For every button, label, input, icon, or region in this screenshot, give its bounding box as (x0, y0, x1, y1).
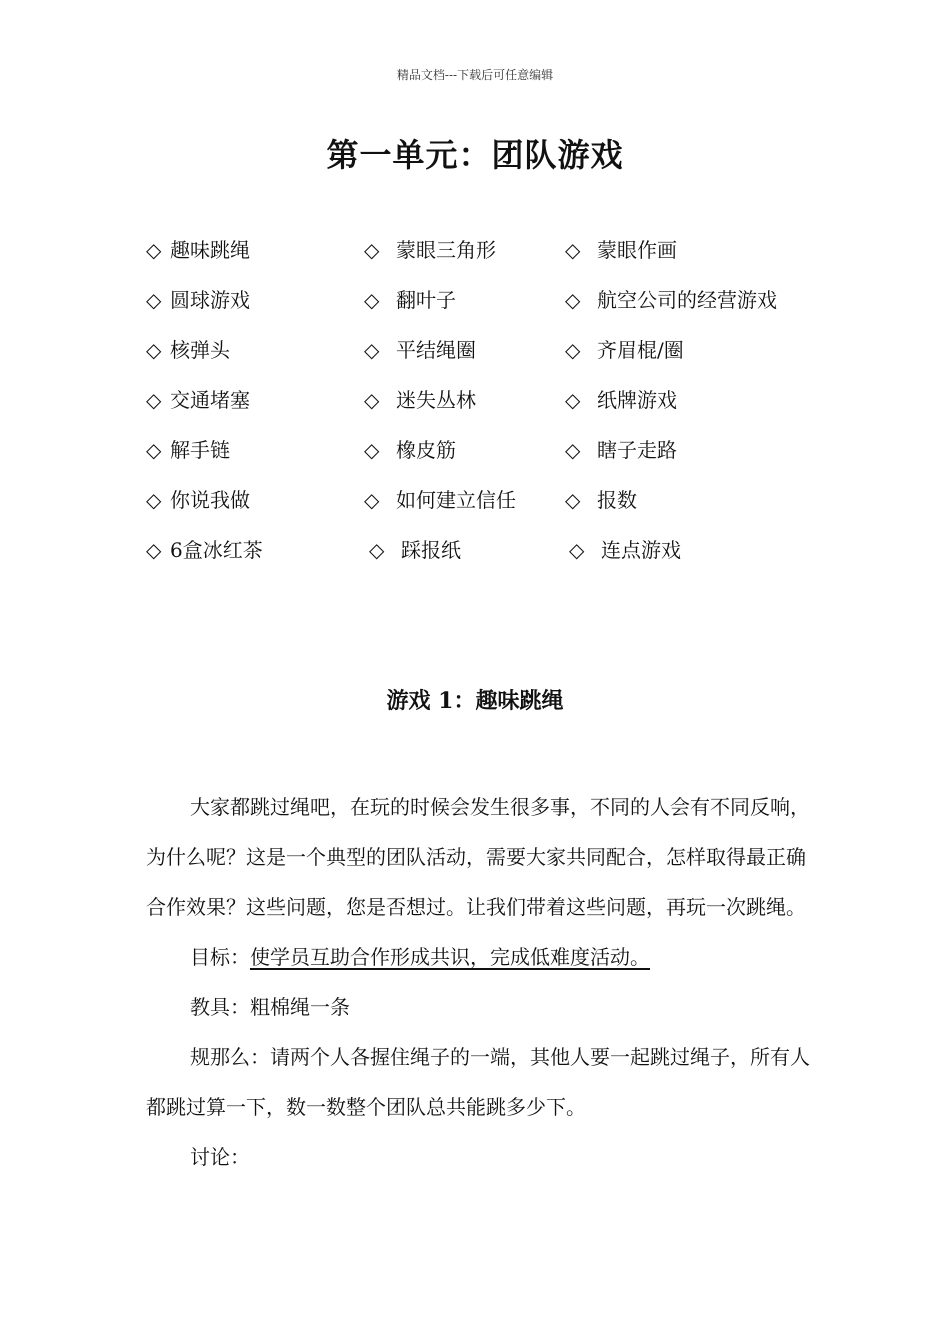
diamond-bullet-icon: ◇ (565, 338, 581, 362)
diamond-bullet-icon: ◇ (565, 488, 581, 512)
game-name: 翻叶子 (396, 288, 456, 312)
game-list-item (364, 434, 456, 463)
diamond-bullet-icon: ◇ (565, 288, 581, 312)
game-list-item (569, 534, 681, 563)
page-title: 第一单元：团队游戏 (326, 136, 624, 174)
game-list (146, 230, 846, 580)
game-name: 迷失丛林 (396, 388, 476, 412)
game-name: 踩报纸 (401, 538, 461, 562)
diamond-bullet-icon: ◇ (364, 288, 380, 312)
game-list-item (364, 234, 496, 263)
goal-label: 目标： (190, 945, 250, 969)
game-name: 蒙眼三角形 (396, 238, 496, 262)
diamond-bullet-icon: ◇ (364, 438, 380, 462)
game-list-row (146, 280, 846, 330)
game-name: 解手链 (170, 438, 230, 462)
game-list-row (146, 480, 846, 530)
discussion-label: 讨论： (190, 1145, 250, 1169)
diamond-bullet-icon: ◇ (565, 388, 581, 412)
game-name: 报数 (597, 488, 637, 512)
game-list-row (146, 430, 846, 480)
game-name: 6盒冰红茶 (170, 538, 263, 562)
section-title: 游戏 1：趣味跳绳 (386, 688, 564, 714)
game-name: 交通堵塞 (170, 388, 250, 412)
game-name: 航空公司的经营游戏 (597, 288, 777, 312)
game-list-item (364, 484, 516, 513)
diamond-bullet-icon: ◇ (364, 238, 380, 262)
game-list-item (565, 234, 677, 263)
game-list-item (146, 484, 250, 513)
rules-paragraph: 规那么：请两个人各握住绳子的一端，其他人要一起跳过绳子，所有人都跳过算一下，数一数整个团队总共能跳多少下。 (146, 1045, 810, 1119)
game-list-item (146, 434, 230, 463)
game-list-item (146, 234, 250, 263)
game-name: 纸牌游戏 (597, 388, 677, 412)
game-list-item (364, 284, 456, 313)
goal-text: 使学员互助合作形成共识，完成低难度活动。 (250, 945, 650, 969)
diamond-bullet-icon: ◇ (364, 488, 380, 512)
game-list-item (146, 284, 250, 313)
diamond-bullet-icon: ◇ (569, 538, 585, 562)
section-body (146, 782, 824, 1182)
diamond-bullet-icon: ◇ (364, 338, 380, 362)
game-name: 橡皮筋 (396, 438, 456, 462)
game-name: 如何建立信任 (396, 488, 516, 512)
game-list-row (146, 230, 846, 280)
header-note: 精品文档---下载后可任意编辑 (396, 68, 554, 82)
game-list-item (565, 284, 777, 313)
game-name: 圆球游戏 (170, 288, 250, 312)
diamond-bullet-icon: ◇ (146, 388, 162, 412)
game-list-item (146, 334, 230, 363)
game-list-row (146, 380, 846, 430)
game-list-item (565, 334, 684, 363)
game-list-item (364, 334, 476, 363)
game-list-item (565, 484, 637, 513)
diamond-bullet-icon: ◇ (369, 538, 385, 562)
diamond-bullet-icon: ◇ (146, 438, 162, 462)
diamond-bullet-icon: ◇ (565, 438, 581, 462)
game-name: 你说我做 (170, 488, 250, 512)
diamond-bullet-icon: ◇ (146, 488, 162, 512)
game-list-item (565, 384, 677, 413)
game-list-item (146, 534, 263, 563)
game-name: 核弹头 (170, 338, 230, 362)
game-list-item (364, 384, 476, 413)
game-name: 齐眉棍/圈 (597, 338, 684, 362)
game-name: 平结绳圈 (396, 338, 476, 362)
game-list-item (369, 534, 461, 563)
diamond-bullet-icon: ◇ (146, 338, 162, 362)
game-name: 趣味跳绳 (170, 238, 250, 262)
game-list-item (146, 384, 250, 413)
game-name: 连点游戏 (601, 538, 681, 562)
diamond-bullet-icon: ◇ (565, 238, 581, 262)
tools-line: 教具：粗棉绳一条 (190, 995, 350, 1019)
diamond-bullet-icon: ◇ (364, 388, 380, 412)
goal-line (146, 932, 824, 982)
game-list-item (565, 434, 677, 463)
diamond-bullet-icon: ◇ (146, 288, 162, 312)
intro-paragraph: 大家都跳过绳吧，在玩的时候会发生很多事，不同的人会有不同反响，为什么呢？这是一个典型的团队活动，需要大家共同配合，怎样取得最正确合作效果？这些问题，您是否想过。让我们带着这些问题，再玩一次跳绳。 (146, 795, 810, 919)
diamond-bullet-icon: ◇ (146, 238, 162, 262)
diamond-bullet-icon: ◇ (146, 538, 162, 562)
game-list-row (146, 330, 846, 380)
game-list-row (146, 530, 846, 580)
game-name: 蒙眼作画 (597, 238, 677, 262)
game-name: 瞎子走路 (597, 438, 677, 462)
